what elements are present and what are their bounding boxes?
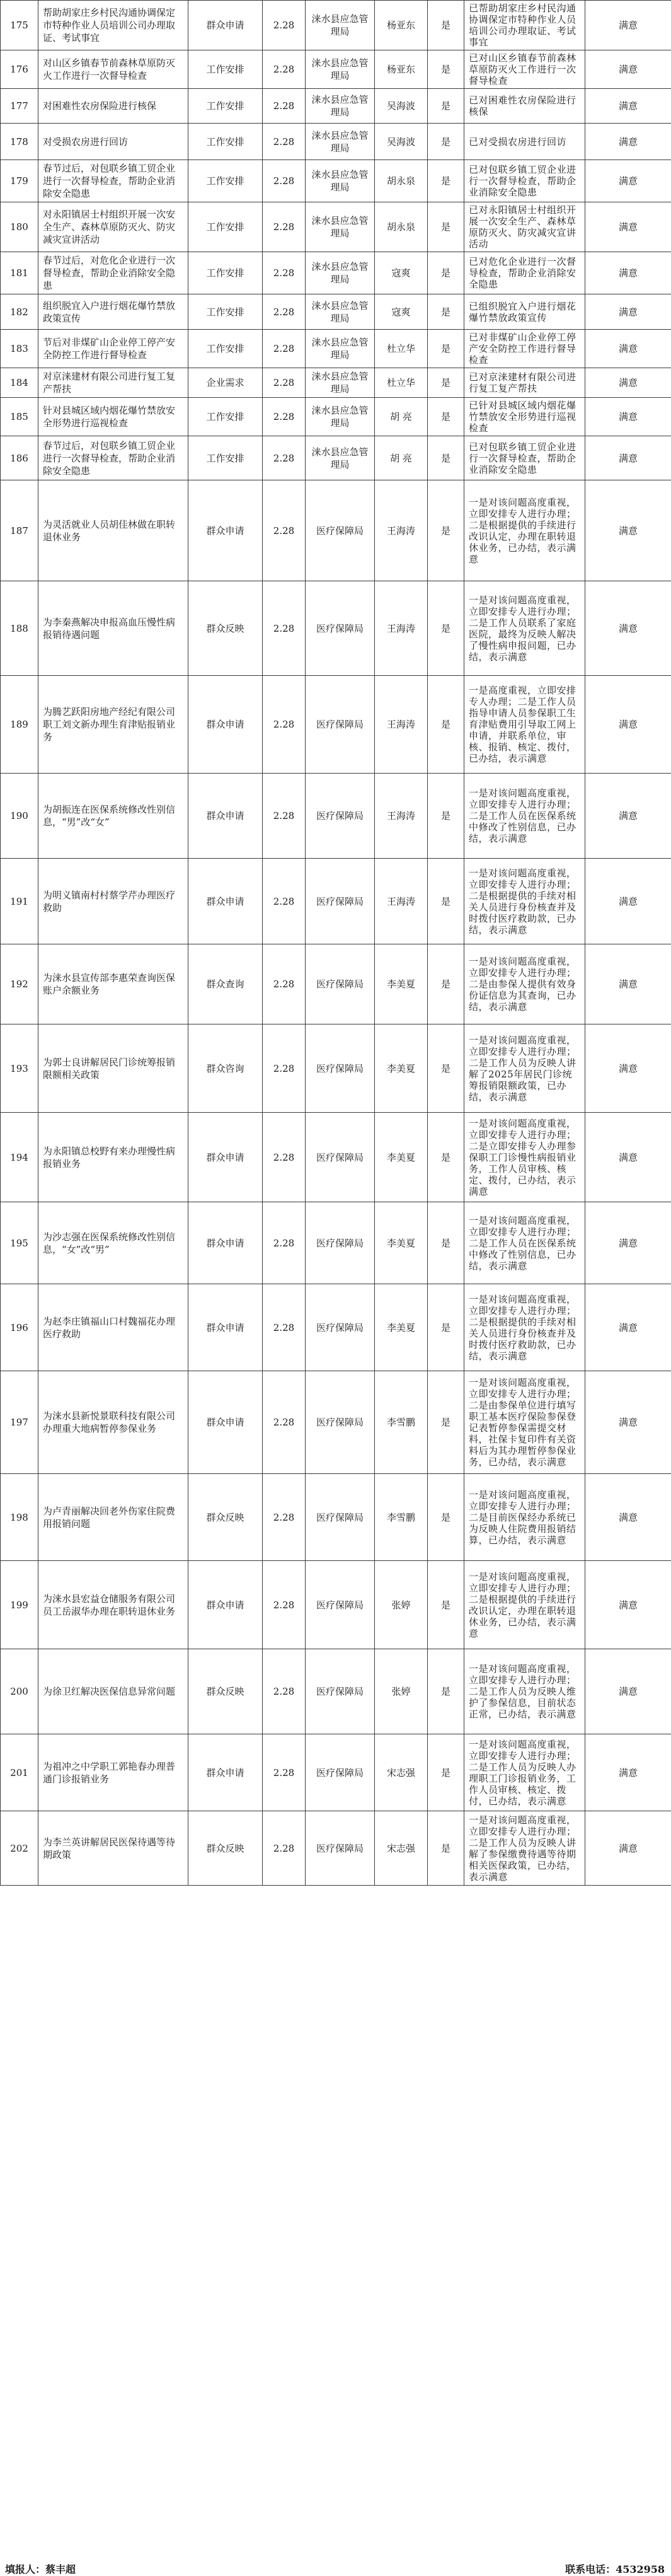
- table-body: [1, 1, 671, 1886]
- row-satisfaction: 满意: [585, 1811, 671, 1886]
- row-number: 202: [1, 1811, 38, 1886]
- table-row: [1, 1284, 671, 1371]
- row-type: 群众申请: [188, 1371, 263, 1474]
- row-content: 春节过后，对危化企业进行一次督导检查，帮助企业消除安全隐患: [38, 252, 188, 294]
- row-content: 为涞水县新悦景联科技有限公司办理重大地病暂停参保业务: [38, 1371, 188, 1474]
- row-date: 2.28: [263, 252, 306, 294]
- table-row: [1, 398, 671, 436]
- table-row: [1, 330, 671, 368]
- row-result: 一是对该问题高度重视，立即安排专人进行办理；二是根据提供的手续进行改识认定，办理在职转退休业务，已办结，表示满意: [464, 480, 585, 581]
- row-satisfaction: 满意: [585, 944, 671, 1024]
- table-row: [1, 1, 671, 50]
- row-satisfaction: 满意: [585, 1649, 671, 1734]
- row-done: 是: [428, 1, 464, 50]
- row-satisfaction: 满意: [585, 368, 671, 398]
- row-type: 工作安排: [188, 330, 263, 368]
- row-content: 为赵李庄镇福山口村魏福花办理医疗救助: [38, 1284, 188, 1371]
- row-handler: 王海涛: [375, 676, 428, 774]
- row-content: 对困难性农房保险进行核保: [38, 89, 188, 124]
- row-unit: 涞水县应急管理局: [306, 1, 375, 50]
- row-number: 201: [1, 1734, 38, 1811]
- row-type: 群众反映: [188, 1474, 263, 1561]
- row-number: 182: [1, 294, 38, 330]
- row-date: 2.28: [263, 330, 306, 368]
- row-unit: 医疗保障局: [306, 1649, 375, 1734]
- row-done: 是: [428, 294, 464, 330]
- row-handler: 李美夏: [375, 1113, 428, 1202]
- table-row: [1, 1649, 671, 1734]
- row-number: 181: [1, 252, 38, 294]
- row-content: 为李兰英讲解居民医保待遇等待期政策: [38, 1811, 188, 1886]
- row-type: 工作安排: [188, 294, 263, 330]
- table-row: [1, 859, 671, 944]
- row-done: 是: [428, 124, 464, 160]
- row-type: 群众申请: [188, 859, 263, 944]
- row-content: 针对县城区域内烟花爆竹禁放安全形势进行巡视检查: [38, 398, 188, 436]
- row-number: 194: [1, 1113, 38, 1202]
- row-unit: 涞水县应急管理局: [306, 202, 375, 252]
- row-done: 是: [428, 50, 464, 89]
- row-date: 2.28: [263, 160, 306, 202]
- row-unit: 医疗保障局: [306, 944, 375, 1024]
- row-satisfaction: 满意: [585, 774, 671, 859]
- row-satisfaction: 满意: [585, 252, 671, 294]
- row-result: 已对包联乡镇工贸企业进行一次督导检查，帮助企业消除安全隐患: [464, 160, 585, 202]
- row-unit: 医疗保障局: [306, 1734, 375, 1811]
- table-row: [1, 581, 671, 676]
- row-unit: 医疗保障局: [306, 1024, 375, 1113]
- table-row: [1, 294, 671, 330]
- row-handler: 宋志强: [375, 1734, 428, 1811]
- row-satisfaction: 满意: [585, 480, 671, 581]
- row-type: 工作安排: [188, 89, 263, 124]
- row-date: 2.28: [263, 1113, 306, 1202]
- row-date: 2.28: [263, 398, 306, 436]
- row-content: 为胡振连在医保系统修改性别信息，“男”改“女”: [38, 774, 188, 859]
- row-unit: 涞水县应急管理局: [306, 252, 375, 294]
- table-row: [1, 89, 671, 124]
- row-handler: 胡永泉: [375, 202, 428, 252]
- row-satisfaction: 满意: [585, 160, 671, 202]
- row-type: 群众申请: [188, 1, 263, 50]
- row-number: 189: [1, 676, 38, 774]
- row-done: 是: [428, 368, 464, 398]
- row-content: 为徐卫红解决医保信息异常问题: [38, 1649, 188, 1734]
- row-unit: 医疗保障局: [306, 480, 375, 581]
- row-satisfaction: 满意: [585, 294, 671, 330]
- row-handler: 胡 亮: [375, 436, 428, 480]
- row-satisfaction: 满意: [585, 50, 671, 89]
- row-type: 工作安排: [188, 398, 263, 436]
- row-unit: 医疗保障局: [306, 1284, 375, 1371]
- row-number: 175: [1, 1, 38, 50]
- row-done: 是: [428, 330, 464, 368]
- row-handler: 李雪鹏: [375, 1371, 428, 1474]
- row-result: 已对危化企业进行一次督导检查，帮助企业消除安全隐患: [464, 252, 585, 294]
- table-row: [1, 1811, 671, 1886]
- row-unit: 涞水县应急管理局: [306, 294, 375, 330]
- row-unit: 涞水县应急管理局: [306, 160, 375, 202]
- row-unit: 医疗保障局: [306, 1561, 375, 1649]
- row-content: 为沙志强在医保系统修改性别信息，“女”改“男”: [38, 1202, 188, 1284]
- row-number: 184: [1, 368, 38, 398]
- row-content: 为灵活就业人员胡佳林做在职转退休业务: [38, 480, 188, 581]
- row-done: 是: [428, 1649, 464, 1734]
- row-result: 已针对县城区域内烟花爆竹禁放安全形势进行巡视检查: [464, 398, 585, 436]
- table-row: [1, 124, 671, 160]
- row-number: 199: [1, 1561, 38, 1649]
- row-unit: 医疗保障局: [306, 774, 375, 859]
- row-unit: 医疗保障局: [306, 581, 375, 676]
- table-row: [1, 1734, 671, 1811]
- row-date: 2.28: [263, 676, 306, 774]
- row-done: 是: [428, 581, 464, 676]
- row-satisfaction: 满意: [585, 1024, 671, 1113]
- row-type: 群众申请: [188, 1561, 263, 1649]
- row-result: 已对包联乡镇工贸企业进行一次督导检查，帮助企业消除安全隐患: [464, 436, 585, 480]
- row-done: 是: [428, 676, 464, 774]
- row-date: 2.28: [263, 50, 306, 89]
- row-unit: 涞水县应急管理局: [306, 330, 375, 368]
- row-done: 是: [428, 398, 464, 436]
- row-date: 2.28: [263, 774, 306, 859]
- row-unit: 医疗保障局: [306, 1474, 375, 1561]
- row-date: 2.28: [263, 1734, 306, 1811]
- row-date: 2.28: [263, 436, 306, 480]
- row-result: 已对困难性农房保险进行核保: [464, 89, 585, 124]
- row-date: 2.28: [263, 1811, 306, 1886]
- row-satisfaction: 满意: [585, 124, 671, 160]
- row-done: 是: [428, 1474, 464, 1561]
- row-type: 群众申请: [188, 774, 263, 859]
- filler-label: 填报人：蔡丰超: [5, 2563, 76, 2575]
- row-done: 是: [428, 480, 464, 581]
- row-result: 已帮助胡家庄乡村民沟通协调保定市特种作业人员培训公司办理取证、考试事宜: [464, 1, 585, 50]
- row-result: 一是对该问题高度重视，立即安排专人进行办理；二是工作人员联系了家庭医院，最终为反映人解决了慢性病申报问题，已办结，表示满意: [464, 581, 585, 676]
- row-number: 190: [1, 774, 38, 859]
- row-content: 对永阳镇居士村组织开展一次安全生产、森林草原防灭火、防灾减灾宣讲活动: [38, 202, 188, 252]
- row-type: 群众咨询: [188, 1024, 263, 1113]
- row-result: 一是对该问题高度重视，立即安排专人进行办理；二是立即安排专人办理参保职工门诊慢性病报销业务，工作人员审核、核定、拨付，已办结，表示满意: [464, 1113, 585, 1202]
- row-handler: 寇爽: [375, 252, 428, 294]
- table-row: [1, 480, 671, 581]
- phone-label: 联系电话：4532958: [565, 2563, 665, 2575]
- row-unit: 医疗保障局: [306, 1113, 375, 1202]
- row-unit: 涞水县应急管理局: [306, 436, 375, 480]
- row-result: 一是对该问题高度重视，立即安排专人进行办理；二是工作人员为反映人讲解了参保缴费待遇等待期相关医保政策，已办结，表示满意: [464, 1811, 585, 1886]
- row-date: 2.28: [263, 368, 306, 398]
- row-unit: 涞水县应急管理局: [306, 50, 375, 89]
- row-type: 企业需求: [188, 368, 263, 398]
- row-date: 2.28: [263, 859, 306, 944]
- row-type: 工作安排: [188, 252, 263, 294]
- row-satisfaction: 满意: [585, 89, 671, 124]
- row-unit: 医疗保障局: [306, 859, 375, 944]
- row-unit: 涞水县应急管理局: [306, 89, 375, 124]
- row-handler: 杨亚东: [375, 1, 428, 50]
- row-result: 一是对该问题高度重视，立即安排专人进行办理；二是工作人员在医保系统中修改了性别信息，已办结，表示满意: [464, 774, 585, 859]
- row-result: 一是对该问题高度重视，立即安排专人进行办理；二是由参保单位进行填写职工基本医疗保险参保登记表暂停参保需提交材料，社保卡复印件有关资料后为其办理暂停参保业务，已办结，表示满意: [464, 1371, 585, 1474]
- row-result: 已组织脱宜入户进行烟花爆竹禁放政策宣传: [464, 294, 585, 330]
- row-satisfaction: 满意: [585, 1284, 671, 1371]
- table-row: [1, 774, 671, 859]
- row-number: 179: [1, 160, 38, 202]
- row-content: 对山区乡镇春节前森林草原防灭火工作进行一次督导检查: [38, 50, 188, 89]
- row-type: 工作安排: [188, 436, 263, 480]
- row-type: 工作安排: [188, 124, 263, 160]
- row-handler: 吴海波: [375, 89, 428, 124]
- row-done: 是: [428, 774, 464, 859]
- row-handler: 王海涛: [375, 581, 428, 676]
- table-row: [1, 368, 671, 398]
- row-handler: 李雪鹏: [375, 1474, 428, 1561]
- row-handler: 胡永泉: [375, 160, 428, 202]
- row-unit: 涞水县应急管理局: [306, 124, 375, 160]
- row-done: 是: [428, 252, 464, 294]
- row-satisfaction: 满意: [585, 330, 671, 368]
- row-handler: 杨亚东: [375, 50, 428, 89]
- row-date: 2.28: [263, 581, 306, 676]
- row-done: 是: [428, 1024, 464, 1113]
- row-satisfaction: 满意: [585, 1, 671, 50]
- row-number: 196: [1, 1284, 38, 1371]
- row-date: 2.28: [263, 1474, 306, 1561]
- row-result: 一是对该问题高度重视，立即安排专人进行办理；二是根据提供的手续对相关人员进行身份核查并及时拨付医疗救助款，已办结，表示满意: [464, 1284, 585, 1371]
- row-number: 193: [1, 1024, 38, 1113]
- row-content: 为涞水县宏益仓储服务有限公司员工岳淑华办理在职转退休业务: [38, 1561, 188, 1649]
- row-done: 是: [428, 1561, 464, 1649]
- row-satisfaction: 满意: [585, 1202, 671, 1284]
- row-handler: 王海涛: [375, 859, 428, 944]
- row-result: 已对受损农房进行回访: [464, 124, 585, 160]
- row-result: 一是对该问题高度重视，立即安排专人进行办理；二是根据提供的手续对相关人员进行身份核查并及时拨付医疗救助款，已办结，表示满意: [464, 859, 585, 944]
- table-row: [1, 1561, 671, 1649]
- row-satisfaction: 满意: [585, 1561, 671, 1649]
- row-done: 是: [428, 859, 464, 944]
- row-number: 185: [1, 398, 38, 436]
- row-content: 对京涞建材有限公司进行复工复产帮扶: [38, 368, 188, 398]
- row-handler: 李美夏: [375, 944, 428, 1024]
- row-number: 191: [1, 859, 38, 944]
- row-number: 177: [1, 89, 38, 124]
- row-done: 是: [428, 436, 464, 480]
- row-done: 是: [428, 1202, 464, 1284]
- row-content: 春节过后，对包联乡镇工贸企业进行一次督导检查，帮助企业消除安全隐患: [38, 160, 188, 202]
- row-done: 是: [428, 1284, 464, 1371]
- row-type: 群众申请: [188, 676, 263, 774]
- row-type: 群众申请: [188, 1202, 263, 1284]
- table-row: [1, 160, 671, 202]
- row-content: 为郭士良讲解居民门诊统筹报销限额相关政策: [38, 1024, 188, 1113]
- row-handler: 寇爽: [375, 294, 428, 330]
- table-row: [1, 202, 671, 252]
- row-handler: 张婷: [375, 1561, 428, 1649]
- row-satisfaction: 满意: [585, 1734, 671, 1811]
- table-row: [1, 1024, 671, 1113]
- row-handler: 张婷: [375, 1649, 428, 1734]
- row-content: 为腾艺跃阳房地产经纪有限公司职工刘文新办理生育津贴报销业务: [38, 676, 188, 774]
- row-satisfaction: 满意: [585, 202, 671, 252]
- row-date: 2.28: [263, 1202, 306, 1284]
- row-handler: 李美夏: [375, 1024, 428, 1113]
- row-number: 192: [1, 944, 38, 1024]
- row-type: 群众申请: [188, 1284, 263, 1371]
- row-date: 2.28: [263, 202, 306, 252]
- row-content: 帮助胡家庄乡村民沟通协调保定市特种作业人员培训公司办理取证、考试事宜: [38, 1, 188, 50]
- row-satisfaction: 满意: [585, 581, 671, 676]
- row-number: 180: [1, 202, 38, 252]
- row-content: 春节过后，对包联乡镇工贸企业进行一次督导检查，帮助企业消除安全隐患: [38, 436, 188, 480]
- row-type: 群众申请: [188, 1113, 263, 1202]
- row-result: 已对非煤矿山企业停工停产安全防控工作进行督导检查: [464, 330, 585, 368]
- row-content: 为李秦燕解决申报高血压慢性病报销待遇问题: [38, 581, 188, 676]
- row-result: 一是对该问题高度重视，立即安排专人进行办理；二是由参保人提供有效身份证信息为其查询，已办结，表示满意: [464, 944, 585, 1024]
- row-type: 群众查询: [188, 944, 263, 1024]
- row-type: 群众申请: [188, 480, 263, 581]
- row-handler: 王海涛: [375, 774, 428, 859]
- row-unit: 涞水县应急管理局: [306, 368, 375, 398]
- row-date: 2.28: [263, 1649, 306, 1734]
- row-done: 是: [428, 160, 464, 202]
- row-content: 为明义镇南村村蔡学芹办理医疗救助: [38, 859, 188, 944]
- table-row: [1, 252, 671, 294]
- row-handler: 杜立华: [375, 330, 428, 368]
- row-unit: 医疗保障局: [306, 1811, 375, 1886]
- table-row: [1, 676, 671, 774]
- row-date: 2.28: [263, 1284, 306, 1371]
- row-done: 是: [428, 1371, 464, 1474]
- row-type: 工作安排: [188, 202, 263, 252]
- row-done: 是: [428, 1113, 464, 1202]
- row-date: 2.28: [263, 124, 306, 160]
- row-type: 群众反映: [188, 1811, 263, 1886]
- row-done: 是: [428, 944, 464, 1024]
- row-number: 183: [1, 330, 38, 368]
- row-type: 工作安排: [188, 50, 263, 89]
- row-done: 是: [428, 1811, 464, 1886]
- row-result: 一是对该问题高度重视，立即安排专人进行办理；二是工作人员为反映人维护了参保信息，目前状态正常，已办结，表示满意: [464, 1649, 585, 1734]
- row-number: 186: [1, 436, 38, 480]
- row-content: 为卢青丽解决回老外伤家住院费用报销问题: [38, 1474, 188, 1561]
- row-content: 组织脱宜入户进行烟花爆竹禁放政策宣传: [38, 294, 188, 330]
- row-type: 工作安排: [188, 160, 263, 202]
- row-date: 2.28: [263, 1, 306, 50]
- row-result: 一是对该问题高度重视，立即安排专人进行办理；二是工作人员在医保系统中修改了性别信息，已办结，表示满意: [464, 1202, 585, 1284]
- row-date: 2.28: [263, 1371, 306, 1474]
- row-content: 为涞水县宣传部李惠荣查询医保账户余额业务: [38, 944, 188, 1024]
- table-row: [1, 50, 671, 89]
- row-result: 一是对该问题高度重视，立即安排专人进行办理；二是目前医保经办系统已为反映人住院费用报销结算，已办结，表示满意: [464, 1474, 585, 1561]
- row-content: 对受损农房进行回访: [38, 124, 188, 160]
- row-satisfaction: 满意: [585, 1113, 671, 1202]
- row-date: 2.28: [263, 1561, 306, 1649]
- row-done: 是: [428, 1734, 464, 1811]
- row-date: 2.28: [263, 1024, 306, 1113]
- row-handler: 杜立华: [375, 368, 428, 398]
- row-satisfaction: 满意: [585, 859, 671, 944]
- row-satisfaction: 满意: [585, 436, 671, 480]
- row-result: 一是高度重视，立即安排专人办理；二是工作人员指导申请人员参保职工生育津贴费用引导取工网上申请，并联系单位，审核、报销、核定、拨付，已办结，表示满意: [464, 676, 585, 774]
- report-footer: [0, 2558, 671, 2576]
- table-row: [1, 1371, 671, 1474]
- row-result: 一是对该问题高度重视，立即安排专人进行办理；二是根据提供的手续进行改识认定，办理在职转退休业务，已办结，表示满意: [464, 1561, 585, 1649]
- row-result: 一是对该问题高度重视，立即安排专人进行办理；二是工作人员为反映人讲解了2025年居民门诊统筹报销限额政策，已办结，表示满意: [464, 1024, 585, 1113]
- table-row: [1, 1113, 671, 1202]
- row-number: 200: [1, 1649, 38, 1734]
- row-type: 群众反映: [188, 1649, 263, 1734]
- row-result: 一是对该问题高度重视，立即安排专人进行办理；二是工作人员为反映人办理职工门诊报销业务，工作人员审核、核定、拨付，已办结，表示满意: [464, 1734, 585, 1811]
- row-unit: 涞水县应急管理局: [306, 398, 375, 436]
- row-number: 187: [1, 480, 38, 581]
- row-handler: 李美夏: [375, 1284, 428, 1371]
- row-content: 节后对非煤矿山企业停工停产安全防控工作进行督导检查: [38, 330, 188, 368]
- table-row: [1, 944, 671, 1024]
- row-number: 198: [1, 1474, 38, 1561]
- row-satisfaction: 满意: [585, 1474, 671, 1561]
- row-number: 188: [1, 581, 38, 676]
- row-date: 2.28: [263, 294, 306, 330]
- row-handler: 宋志强: [375, 1811, 428, 1886]
- row-unit: 医疗保障局: [306, 1371, 375, 1474]
- row-result: 已对京涞建材有限公司进行复工复产帮扶: [464, 368, 585, 398]
- table-row: [1, 436, 671, 480]
- row-result: 已对永阳镇居士村组织开展一次安全生产、森林草原防灭火、防灾减灾宣讲活动: [464, 202, 585, 252]
- row-handler: 王海涛: [375, 480, 428, 581]
- row-date: 2.28: [263, 89, 306, 124]
- row-number: 197: [1, 1371, 38, 1474]
- row-content: 为祖冲之中学职工郭艳春办理普通门诊报销业务: [38, 1734, 188, 1811]
- row-satisfaction: 满意: [585, 676, 671, 774]
- row-content: 为永阳镇总校野有来办理慢性病报销业务: [38, 1113, 188, 1202]
- row-satisfaction: 满意: [585, 398, 671, 436]
- table-row: [1, 1474, 671, 1561]
- row-done: 是: [428, 202, 464, 252]
- row-handler: 吴海波: [375, 124, 428, 160]
- row-satisfaction: 满意: [585, 1371, 671, 1474]
- row-done: 是: [428, 89, 464, 124]
- row-type: 群众反映: [188, 581, 263, 676]
- row-unit: 医疗保障局: [306, 1202, 375, 1284]
- row-unit: 医疗保障局: [306, 676, 375, 774]
- row-handler: 胡 亮: [375, 398, 428, 436]
- row-result: 已对山区乡镇春节前森林草原防灭火工作进行一次督导检查: [464, 50, 585, 89]
- row-type: 群众申请: [188, 1734, 263, 1811]
- row-date: 2.28: [263, 480, 306, 581]
- row-date: 2.28: [263, 944, 306, 1024]
- row-handler: 李美夏: [375, 1202, 428, 1284]
- row-number: 178: [1, 124, 38, 160]
- row-number: 195: [1, 1202, 38, 1284]
- table-row: [1, 1202, 671, 1284]
- row-number: 176: [1, 50, 38, 89]
